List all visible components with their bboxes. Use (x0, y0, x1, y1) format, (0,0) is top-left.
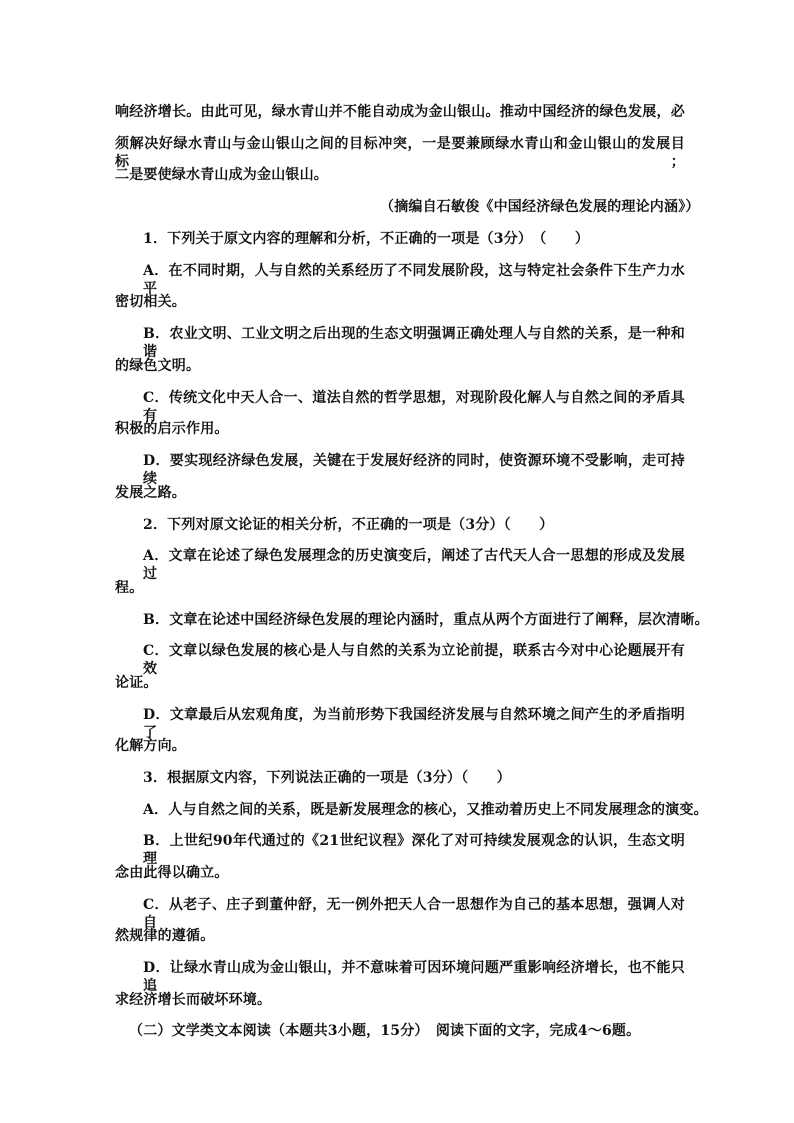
question-1-option-c-cont: 积极的启示作用。 (115, 421, 229, 437)
passage-source: （摘编自石敏俊《中国经济绿色发展的理论内涵》） (380, 199, 700, 215)
question-2-option-a: A．文章在论述了绿色发展理念的历史演变后，阐述了古代天人合一思想的形成及发展过 (143, 548, 685, 582)
question-3-option-b-cont: 念由此得以确立。 (115, 865, 229, 881)
question-2-option-d: D．文章最后从宏观角度，为当前形势下我国经济发展与自然环境之间产生的矛盾指明了 (143, 707, 685, 741)
passage-line: 须解决好绿水青山与金山银山之间的目标冲突，一是要兼顾绿水青山和金山银山的发展目标； (115, 136, 685, 170)
question-2-option-c-cont: 论证。 (115, 675, 158, 691)
question-1-stem: 1．下列关于原文内容的理解和分析，不正确的一项是（3分） （ ） (143, 231, 590, 247)
question-3-option-a: A．人与自然之间的关系，既是新发展理念的核心，又推动着历史上不同发展理念的演变。 (143, 802, 708, 818)
question-2-option-a-cont: 程。 (115, 580, 144, 596)
question-2-option-c: C．文章以绿色发展的核心是人与自然的关系为立论前提，联系古今对中心论题展开有效 (143, 643, 685, 677)
question-1-option-b: B．农业文明、工业文明之后出现的生态文明强调正确处理人与自然的关系，是一种和谐 (143, 326, 685, 360)
question-3-option-b: B．上世纪90年代通过的《21世纪议程》深化了对可持续发展观念的认识，生态文明理 (143, 833, 685, 867)
section-heading: （二）文学类文本阅读（本题共3小题，15分） 阅读下面的文字，完成4～6题。 (129, 1023, 641, 1039)
question-1-option-b-cont: 的绿色文明。 (115, 358, 201, 374)
question-1-option-a: A．在不同时期，人与自然的关系经历了不同发展阶段，这与特定社会条件下生产力水平 (143, 263, 685, 297)
question-1-option-d: D．要实现经济绿色发展，关键在于发展好经济的同时，使资源环境不受影响，走可持续 (143, 453, 685, 487)
question-3-option-c-cont: 然规律的遵循。 (115, 928, 215, 944)
question-3-option-d-cont: 求经济增长而破坏环境。 (115, 992, 272, 1008)
question-3-option-c: C．从老子、庄子到董仲舒，无一例外把天人合一思想作为自己的基本思想，强调人对自 (143, 897, 685, 931)
question-3-stem: 3．根据原文内容，下列说法正确的一项是（3分）（ ） (143, 770, 511, 786)
question-1-option-c: C．传统文化中天人合一、道法自然的哲学思想，对现阶段化解人与自然之间的矛盾具有 (143, 390, 685, 424)
question-3-option-d: D．让绿水青山成为金山银山，并不意味着可因环境问题严重影响经济增长，也不能只追 (143, 960, 685, 994)
question-2-option-b: B．文章在论述中国经济绿色发展的理论内涵时，重点从两个方面进行了阐释，层次清晰。 (143, 612, 709, 628)
question-2-option-d-cont: 化解方向。 (115, 738, 186, 754)
passage-line: 响经济增长。由此可见，绿水青山并不能自动成为金山银山。推动中国经济的绿色发展，必 (115, 104, 685, 120)
question-1-option-d-cont: 发展之路。 (115, 485, 186, 501)
passage-line: 二是要使绿水青山成为金山银山。 (115, 167, 328, 183)
question-1-option-a-cont: 密切相关。 (115, 294, 186, 310)
question-2-stem: 2．下列对原文论证的相关分析，不正确的一项是（3分）（ ） (143, 517, 554, 533)
